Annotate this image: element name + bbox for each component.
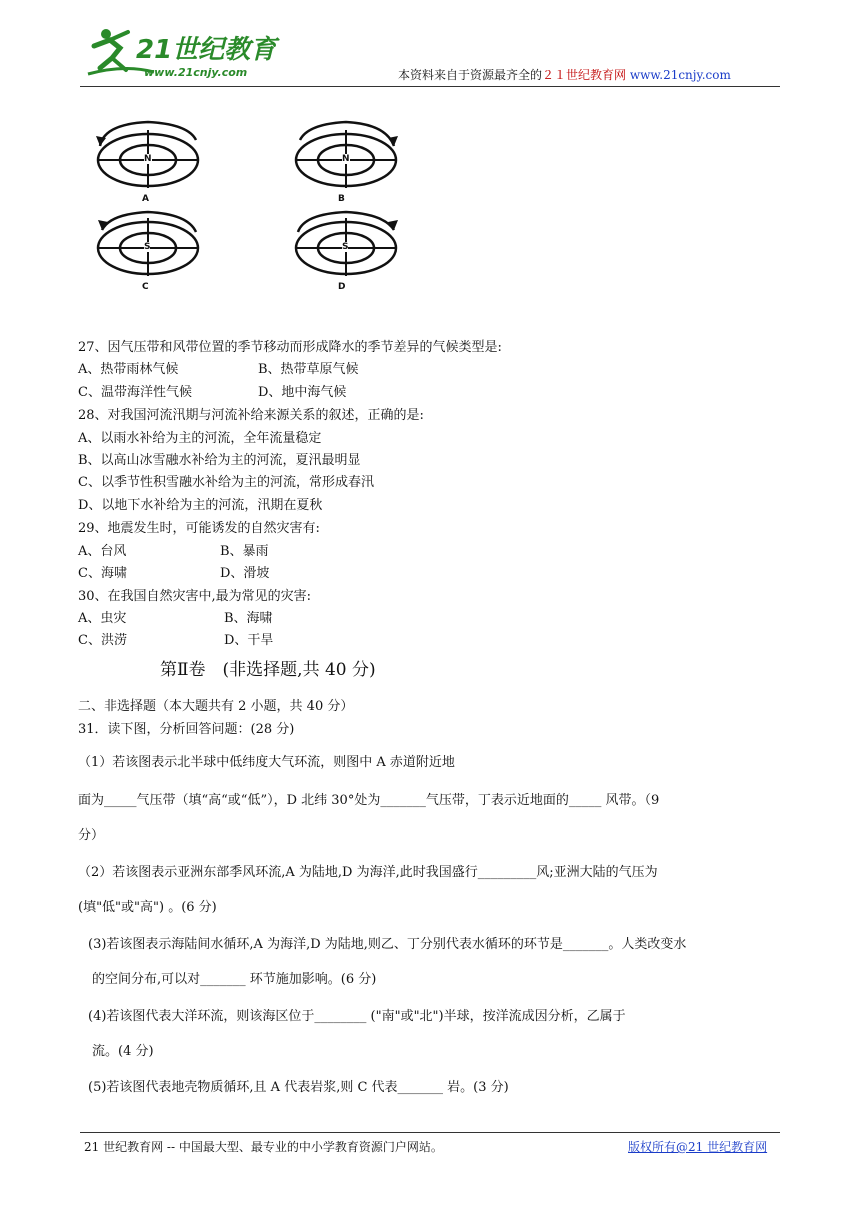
part2-section-heading: 二、非选择题（本大题共有 2 小题，共 40 分） <box>78 699 354 714</box>
q31-sub4-line2: 流。(4 分) <box>92 1044 154 1059</box>
q30-option-c: C、洪涝 <box>78 633 127 648</box>
footer-divider <box>80 1132 780 1133</box>
q31-sub1-line1: （1）若该图表示北半球中低纬度大气环流，则图中 A 赤道附近地 <box>78 755 455 770</box>
header-source-site: ２１世纪教育网 <box>542 68 627 82</box>
q30-option-b: B、海啸 <box>224 611 273 626</box>
q31-sub5-line1: (5)若该图代表地壳物质循环,且 A 代表岩浆,则 C 代表_______ 岩。(3 分) <box>88 1080 509 1095</box>
header-source-prefix: 本资料来自于资源最齐全的 <box>398 68 543 82</box>
q30-option-a: A、虫灾 <box>78 611 127 626</box>
q27-option-d: D、地中海气候 <box>258 385 347 400</box>
q27-option-c: C、温带海洋性气候 <box>78 385 192 400</box>
diagram-letter: D <box>338 282 346 292</box>
diagram-letter: C <box>142 282 149 292</box>
diagram-letter: A <box>142 194 149 204</box>
q29-option-d: D、滑坡 <box>220 566 270 581</box>
site-logo <box>84 24 284 80</box>
footer-tagline: 21 世纪教育网 -- 中国最大型、最专业的中小学教育资源门户网站。 <box>84 1140 443 1154</box>
pole-label: S <box>342 242 349 252</box>
header-source-url[interactable]: www.21cnjy.com <box>629 68 731 82</box>
q31-stem: 31．读下图，分析回答问题：(28 分) <box>78 722 295 737</box>
q31-sub2-line1: （2）若该图表示亚洲东部季风环流,A 为陆地,D 为海洋,此时我国盛行_________风;亚洲大陆的气压为 <box>78 865 658 880</box>
q28-option-b: B、以高山冰雪融水补给为主的河流，夏汛最明显 <box>78 453 361 468</box>
pole-label: N <box>144 154 152 164</box>
q30-option-d: D、干旱 <box>224 633 274 648</box>
q29-option-c: C、海啸 <box>78 566 127 581</box>
pole-label: N <box>342 154 350 164</box>
circulation-diagram-c <box>92 208 202 296</box>
q31-sub1-line3: 分） <box>78 828 105 843</box>
q27-stem: 27、因气压带和风带位置的季节移动而形成降水的季节差异的气候类型是: <box>78 340 502 355</box>
footer-copyright-link[interactable]: 版权所有@21 世纪教育网 <box>628 1140 768 1154</box>
pole-label: S <box>144 242 151 252</box>
q29-option-b: B、暴雨 <box>220 544 269 559</box>
svg-text:www.21cnjy.com: www.21cnjy.com <box>144 66 248 79</box>
q31-sub3-line1: (3)若该图表示海陆间水循环,A 为海洋,D 为陆地,则乙、丁分别代表水循环的环节是_______。人类改变水 <box>88 937 687 952</box>
q31-sub3-line2: 的空间分布,可以对_______ 环节施加影响。(6 分) <box>92 972 377 987</box>
circulation-diagram-b <box>290 118 400 206</box>
svg-text:21世纪教育: 21世纪教育 <box>136 35 277 65</box>
q27-option-a: A、热带雨林气候 <box>78 362 179 377</box>
circulation-diagram-a <box>92 118 202 206</box>
q29-stem: 29、地震发生时，可能诱发的自然灾害有: <box>78 521 320 536</box>
q31-sub1-line2: 面为_____气压带（填“高“或“低”），D 北纬 30°处为_______气压带，丁表示近地面的_____ 风带。（9 <box>78 793 660 808</box>
q28-option-d: D、以地下水补给为主的河流，汛期在夏秋 <box>78 498 323 513</box>
q30-stem: 30、在我国自然灾害中,最为常见的灾害: <box>78 589 312 604</box>
q29-option-a: A、台风 <box>78 544 127 559</box>
q27-option-b: B、热带草原气候 <box>258 362 359 377</box>
header-divider <box>80 86 780 87</box>
q28-option-a: A、以雨水补给为主的河流，全年流量稳定 <box>78 431 322 446</box>
diagram-letter: B <box>338 194 345 204</box>
part2-title: 第Ⅱ卷 (非选择题,共 40 分) <box>160 660 376 680</box>
circulation-diagram-d <box>290 208 400 296</box>
q28-stem: 28、对我国河流汛期与河流补给来源关系的叙述，正确的是: <box>78 408 424 423</box>
q28-option-c: C、以季节性积雪融水补给为主的河流，常形成春汛 <box>78 475 374 490</box>
header-source <box>398 66 731 83</box>
q31-sub2-line2: (填"低"或"高") 。(6 分) <box>78 900 217 915</box>
q31-sub4-line1: (4)若该图代表大洋环流，则该海区位于________ ("南"或"北")半球，按洋流成因分析，乙属于 <box>88 1009 626 1024</box>
